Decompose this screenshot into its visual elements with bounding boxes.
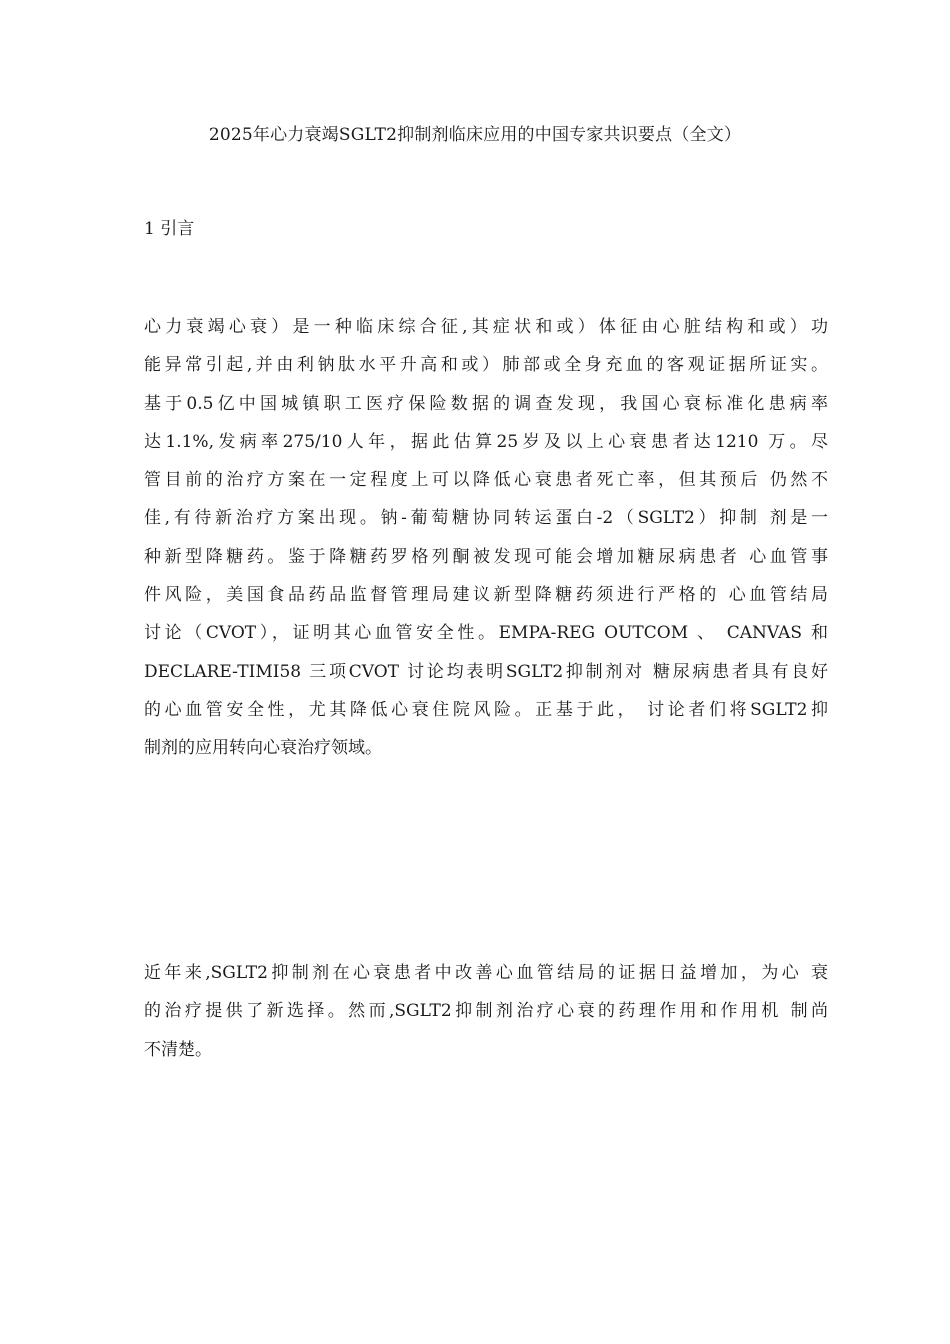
paragraph-introduction	[144, 308, 828, 768]
paragraph-line: 讨论（CVOT），证明其心血管安全性。EMPA-REG OUTCOM 、 CANVAS 和	[144, 623, 828, 644]
paragraph-line: 制剂的应用转向心衰治疗领域。	[144, 738, 382, 759]
paragraph-line: 的治疗提供了新选择。然而,SGLT2抑制剂治疗心衰的药理作用和作用机 制尚	[144, 1001, 828, 1022]
paragraph-line: 能异常引起,并由利钠肽水平升高和或）肺部或全身充血的客观证据所证实。	[144, 355, 828, 376]
paragraph-line: 件风险，美国食品药品监督管理局建议新型降糖药须进行严格的 心血管结局	[144, 585, 828, 606]
paragraph-line: 基于0.5亿中国城镇职工医疗保险数据的调查发现，我国心衰标准化患病率	[144, 393, 828, 414]
paragraph-line: DECLARE-TIMI58 三项CVOT 讨论均表明SGLT2抑制剂对 糖尿病患者具有良好	[144, 661, 828, 682]
paragraph-line: 种新型降糖药。鉴于降糖药罗格列酮被发现可能会增加糖尿病患者 心血管事	[144, 546, 828, 567]
document-title: 2025年心力衰竭SGLT2抑制剂临床应用的中国专家共识要点（全文）	[208, 125, 742, 145]
paragraph-line: 达1.1%,发病率275/10人年，据此估算25岁及以上心衰患者达1210 万。尽	[144, 431, 828, 452]
paragraph-line: 不清楚。	[144, 1039, 212, 1060]
paragraph-line: 的心血管安全性，尤其降低心衰住院风险。正基于此， 讨论者们将SGLT2抑	[144, 699, 828, 720]
paragraph-recent-evidence	[144, 954, 828, 1069]
paragraph-line: 管目前的治疗方案在一定程度上可以降低心衰患者死亡率，但其预后 仍然不	[144, 470, 828, 491]
paragraph-line: 心力衰竭心衰）是一种临床综合征,其症状和或）体征由心脏结构和或）功	[144, 317, 828, 337]
paragraph-line: 佳,有待新治疗方案出现。钠-葡萄糖协同转运蛋白-2（SGLT2）抑制 剂是一	[144, 508, 828, 529]
section-heading: 1 引言	[144, 219, 195, 239]
paragraph-line: 近年来,SGLT2抑制剂在心衰患者中改善心血管结局的证据日益增加，为心 衰	[144, 963, 828, 983]
